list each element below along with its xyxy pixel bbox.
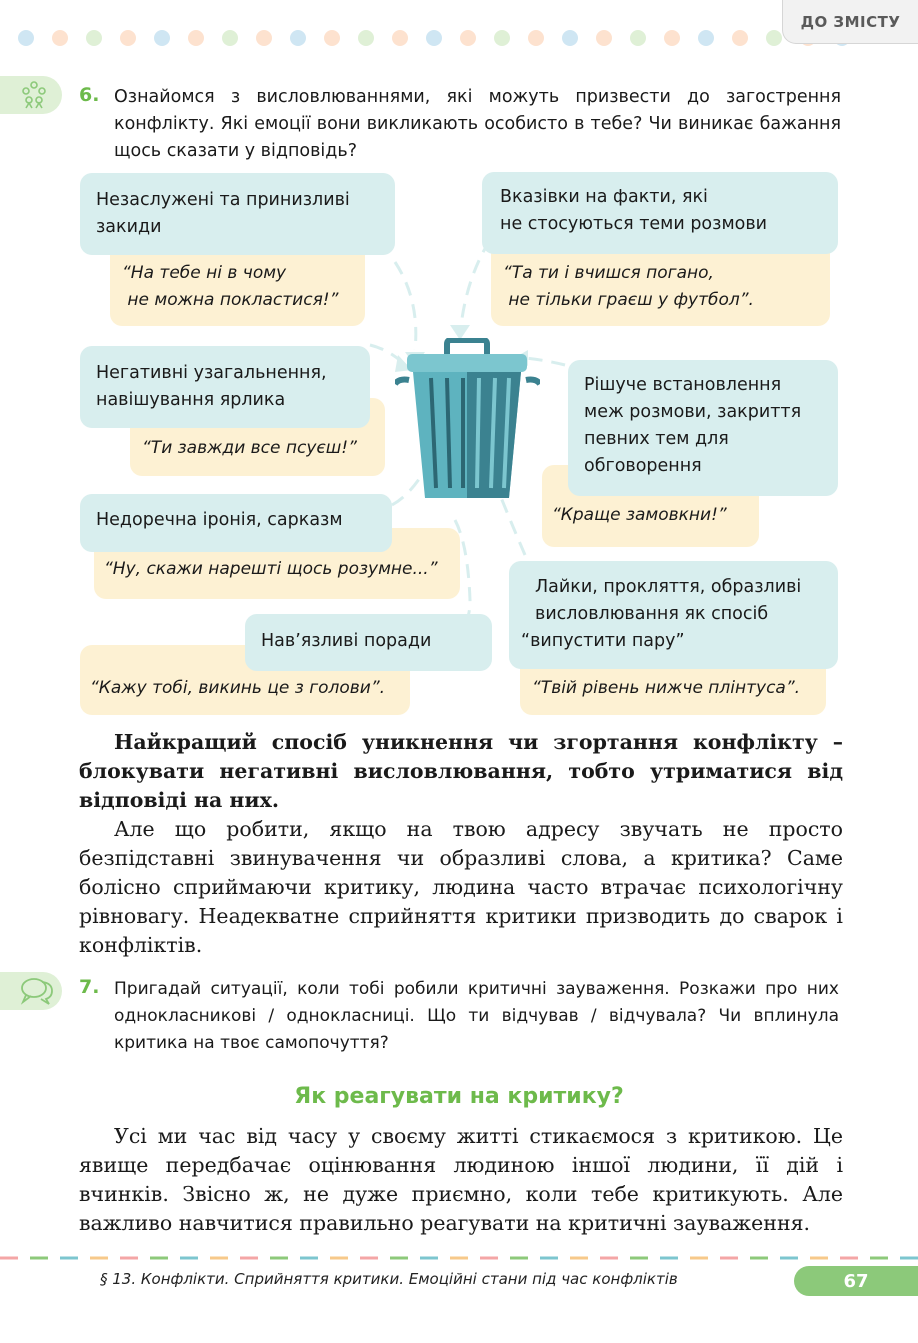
key-statement: Найкращий спосіб уникнення чи згортання конфлікту – блокувати негативні висловлювання, тобто утриматися від відповіді на них. (79, 730, 843, 812)
category-advice: Нав’язливі поради (245, 614, 492, 671)
example-reproach: “На тебе ні в чому не можна покластися!” (110, 232, 365, 326)
footer-dashed-divider (0, 1256, 918, 1260)
section-title: Як реагувати на критику? (294, 1084, 624, 1109)
task-7-number: 7. (79, 976, 100, 998)
category-generalization: Негативні узагальнення, навішування ярлика (80, 346, 370, 428)
category-insult: Лайки, прокляття, образливі висловлювання як спосіб “випустити пару” (509, 561, 838, 669)
task-6-number: 6. (79, 84, 100, 106)
task-6-text: Ознайомся з висловлюваннями, які можуть призвести до загострення конфлікту. Які емоції вони викликають особисто в тебе? Чи виникає бажання щось сказати у відповідь? (114, 87, 841, 161)
speech-bubbles-icon (0, 972, 62, 1010)
example-sarcasm: “Ну, скажи нарешті щось розумне...” (94, 528, 460, 599)
task-7-text: Пригадай ситуації, коли тобі робили критичні зауваження. Розкажи про них однокласникові / однокласниці. Що ти відчував / відчувала? Чи вплинула критика на твоє самопочуття? (114, 979, 839, 1053)
category-irrelevant-facts: Вказівки на факти, які не стосуються теми розмови (482, 172, 838, 254)
footer-caption: § 13. Конфлікти. Сприйняття критики. Емоційні стани під час конфліктів (100, 1270, 678, 1288)
criticism-paragraph: Але що робити, якщо на твою адресу звучать не просто безпідставні звинувачення чи образливі слова, а критика? Саме болісно сприймаючи критику, людина часто втрачає психологічну рівновагу. Неадекватне сприйняття критики призводить до сварок і конфліктів. (79, 817, 843, 957)
category-reproach: Незаслужені та принизливі закиди (80, 173, 395, 255)
example-insult: “Твій рівень нижче плінтуса”. (520, 645, 826, 715)
example-shut-up: “Краще замовкни!” (542, 465, 759, 547)
section-paragraph: Усі ми час від часу у своєму житті стикаємося з критикою. Це явище передбачає оцінювання людиною іншої людини, її дій і вчинків. Звісно ж, не дуже приємно, коли тебе критикують. Але важливо навчитися правильно реагувати на критичні зауваження. (79, 1124, 843, 1235)
page-number: 67 (794, 1266, 918, 1296)
example-generalization: “Ти завжди все псуєш!” (130, 398, 385, 476)
example-irrelevant-facts: “Та ти і вчишся погано, не тільки граєш у футбол”. (491, 232, 830, 326)
example-advice: “Кажу тобі, викинь це з голови”. (80, 645, 410, 715)
table-of-contents-button[interactable]: ДО ЗМІСТУ (782, 0, 918, 44)
category-boundaries: Рішуче встановлення меж розмови, закриття певних тем для обговорення (568, 360, 838, 496)
category-sarcasm: Недоречна іронія, сарказм (80, 494, 392, 552)
trash-bin-icon (395, 338, 540, 503)
